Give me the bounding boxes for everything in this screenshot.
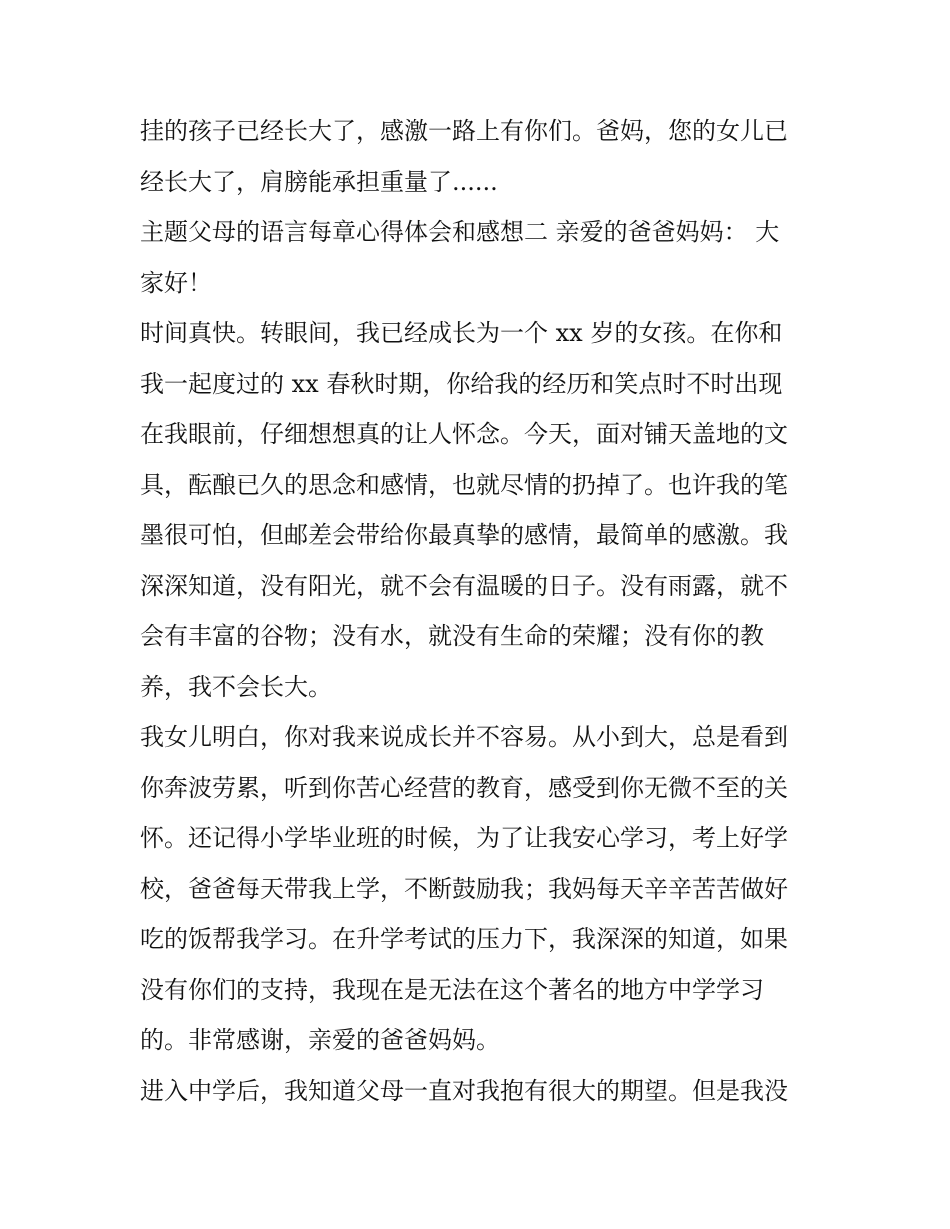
text-line: 你奔波劳累，听到你苦心经营的教育，感受到你无微不至的关 <box>140 773 788 802</box>
text-line: 养，我不会长大。 <box>140 672 332 701</box>
text-line: 进入中学后，我知道父母一直对我抱有很大的期望。但是我没 <box>140 1076 788 1105</box>
text-line: 主题父母的语言每章心得体会和感想二 亲爱的爸爸妈妈： 大 <box>140 218 780 246</box>
text-line: 墨很可怕，但邮差会带给你最真挚的感情，最简单的感激。我 <box>140 521 788 549</box>
text-line: 校，爸爸每天带我上学，不断鼓励我；我妈每天辛辛苦苦做好 <box>140 874 788 903</box>
text-line: 我一起度过的 xx 春秋时期，你给我的经历和笑点时不时出现 <box>140 369 783 398</box>
text-line: 在我眼前，仔细想想真的让人怀念。今天，面对铺天盖地的文 <box>140 420 788 448</box>
text-line: 家好！ <box>140 268 212 297</box>
text-line: 没有你们的支持，我现在是无法在这个著名的地方中学学习 <box>140 975 764 1004</box>
text-line: 具，酝酿已久的思念和感情，也就尽情的扔掉了。也许我的笔 <box>140 470 788 499</box>
text-line: 深深知道，没有阳光，就不会有温暖的日子。没有雨露，就不 <box>140 571 788 600</box>
text-line: 时间真快。转眼间，我已经成长为一个 xx 岁的女孩。在你和 <box>140 319 783 347</box>
text-line: 怀。还记得小学毕业班的时候，为了让我安心学习，考上好学 <box>140 824 788 852</box>
document-body <box>140 106 830 1116</box>
text-line: 挂的孩子已经长大了，感激一路上有你们。爸妈，您的女儿已 <box>140 117 788 145</box>
text-line: 经长大了，肩膀能承担重量了...... <box>140 167 498 196</box>
text-line: 会有丰富的谷物；没有水，就没有生命的荣耀；没有你的教 <box>140 622 764 650</box>
text-line: 的。非常感谢，亲爱的爸爸妈妈。 <box>140 1026 500 1054</box>
text-line: 我女儿明白，你对我来说成长并不容易。从小到大，总是看到 <box>140 723 788 751</box>
text-line: 吃的饭帮我学习。在升学考试的压力下，我深深的知道，如果 <box>140 925 788 953</box>
